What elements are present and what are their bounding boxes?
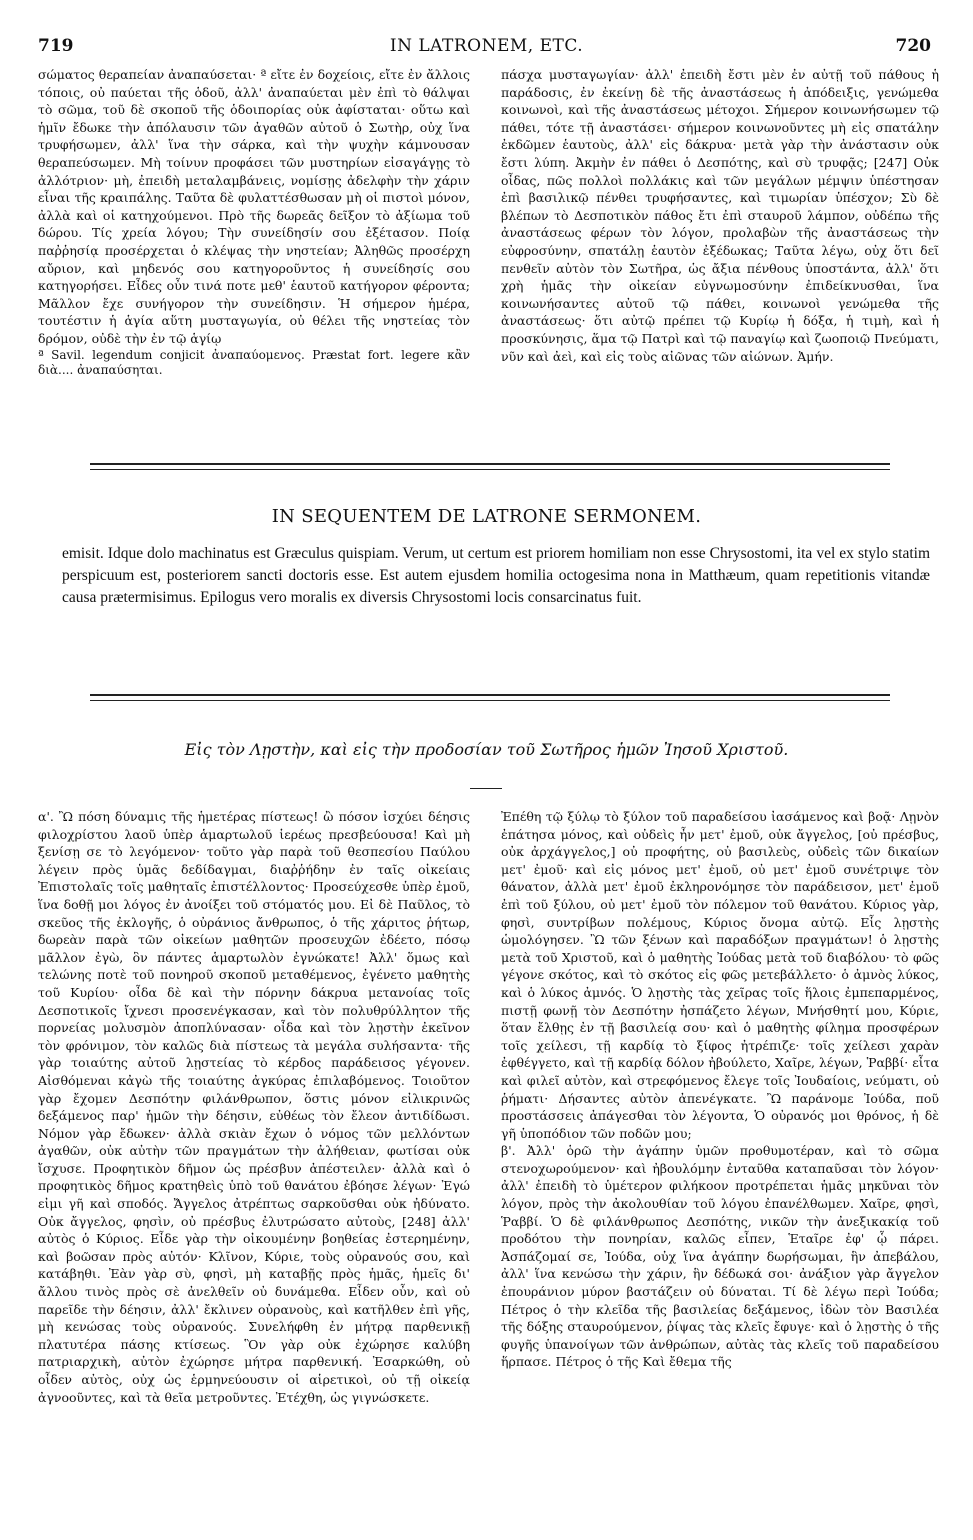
- top-left-column: [38, 66, 470, 420]
- section-divider-top: [90, 463, 890, 470]
- latin-note: emisit. Idque dolo machinatus est Græculus quispiam. Verum, ut certum est priorem homiliam non esse Chrysostomi, ita vel ex stylo statim perspicuum est, posteriorem sancti doctoris esse. Est autem ejusdem homilia octogesima nona in Matthæum, quam repetitionis vitandæ causa prætermisimus. Epilogus vero moralis ex diversis Chrysostomi locis consarcinatus fuit.: [62, 545, 930, 606]
- running-title: IN LATRONEM, ETC.: [389, 36, 584, 56]
- section-divider-bottom: [90, 694, 890, 701]
- top-left-footnote: ª Savil. legendum conjicit ἀναπαύομενος. Præstat fort. legere κἂν διὰ.... ἀναπαύσηται.: [38, 347, 470, 377]
- bottom-right-column: [501, 808, 939, 1524]
- bottom-left-text: α'. Ὢ πόση δύναμις τῆς ἡμετέρας πίστεως! ὢ πόσον ἰσχύει δέησις φιλοχρίστου λαοῦ ὑπὲρ ἁμαρτωλοῦ ἱερέως πρεσβεύουσα! Καὶ μὴ ξενίσῃ σε τὸ λεγόμενον· τοῦτο γὰρ παρὰ τοῦ θεσπεσίου Παύλου λέγειν πρὸς ὑμᾶς δεδίδαγμαι, διαῤῥήδην ἐν ταῖς οἰκείαις Ἐπιστολαῖς τοῖς μαθηταῖς ἐπιστέλλοντος· Προσεύχεσθε ὑπὲρ ἐμοῦ, ἵνα δοθῇ μοι λόγος ἐν ἀνοίξει τοῦ στόματός μου. Εἰ δὲ Παῦλος, τὸ σκεῦος τῆς ἐκλογῆς, ὁ οὐράνιος ἄνθρωπος, ὁ τῆς χάριτος ῥήτωρ, δωρεὰν παρὰ τῶν οἰκείων μαθητῶν προσευχῶν ἐδέετο, πόσῳ μᾶλλον ἐγὼ, ὃν πάντες ἁμαρτωλὸν ἐγνώκατε! Ἀλλ' ὅμως καὶ τελώνης ποτὲ τοῦ πονηροῦ σκοποῦ μεταθέμενος, ἐγένετο μαθητὴς τοῦ Κυρίου· οἶδα δὲ καὶ τὴν πόρνην δάκρυα μετανοίας τοῖς Δεσποτικοῖς ἴχνεσι προσενέγκασαν, καὶ τὸν πολυθρύλλητον τῆς πορνείας μολυσμὸν ἀποπλύνασαν· οἶδα καὶ τὸν λῃστὴν ἐκεῖνον τὸν φρόνιμον, τὸν καλῶς διὰ πίστεως τὰ μεγάλα συλήσαντα· τῆς γὰρ τοιαύτης αὐτοῦ λῃστείας τὸ κέρδος παράδεισος γέγονεν. Αἰσθόμεναι κἀγὼ τῆς τοιαύτης ἀγκύρας ἐπιλαβόμενος. Τοιοῦτον γὰρ ἔχομεν Δεσπότην φιλάνθρωπον, ὅστις μόνον εἰλικρινῶς δεξάμενος παρ' ἡμῶν τὴν δέησιν, εὐθέως τὸν ἔλεον ἀντιδίδωσι. Νόμον γὰρ ἔδωκεν· ἀλλὰ σκιὰν ἔχων ὁ νόμος τῶν μελλόντων ἀγαθῶν, οὐκ αὐτὴν τῶν πραγμάτων τὴν ἀλήθειαν, φωτίσαι οὐκ ἴσχυσε. Προφητικὸν δῆμον ὡς πρέσβυν ἀπέστειλεν· ἀλλὰ καὶ ὁ προφητικὸς δῆμος κρατηθεὶς ὑπὸ τοῦ θανάτου ἐβόησε λέγων· Ἐγώ εἰμι γῆ καὶ σποδός. Ἄγγελος ἀτρέπτως σαρκοῦσθαι οὐκ ἠδύνατο. Οὐκ ἄγγελος, φησὶν, οὐ πρέσβυς ἐλυτρώσατο αὐτοὺς, [248] ἀλλ' αὐτὸς ὁ Κύριος. Εἶδε γὰρ τὴν οἰκουμένην βοηθείας ἐστερημένην, καὶ βοῶσαν πρὸς αὐτόν· Κλῖνον, Κύριε, τοὺς οὐρανούς σου, καὶ κατάβηθι. Ἐὰν γὰρ σὺ, φησὶ, μὴ καταβῇς πρὸς ἡμᾶς, ἡμεῖς δι' ἄλλου τινὸς πρὸς σὲ ἀνελθεῖν οὐ δυνάμεθα. Εἶδεν οὖν, καὶ οὐ παρεῖδε τὴν δέησιν, ἀλλ' ἔκλινεν οὐρανοὺς, καὶ κατῆλθεν ἐπὶ γῆς, μὴ κενώσας τοὺς οὐρανούς. Συνελήφθη ἐν μήτρᾳ παρθενικῇ πλατυτέρα πάσης κτίσεως. Ὃν γὰρ οὐκ ἐχώρησε καλύβη πατριαρχικὴ, αὐτὸν ἐχώρησε μήτρα παρθενική. Ἐσαρκώθη, οὐ οἶδεν αὐτὸς, οὐχ ὡς ἑρμηνεύουσιν οἱ αἱρετικοὶ, οὐ τῇ οἰκείᾳ ἀγνοοῦντες, καὶ τὰ θεῖα μετροῦντες. Ἐτέχθη, ὡς γιγνώσκετε.: [38, 809, 470, 1405]
- bottom-right-text-2: β'. Ἀλλ' ὁρῶ τὴν ἀγάπην ὑμῶν προθυμοτέραν, καὶ τὸ σῶμα στενοχωρούμενον· καὶ ἠβουλόμην ἐνταῦθα καταπαῦσαι τὸν λόγον· ἀλλ' ἐπειδὴ τὸ ὑμέτερον φιλήκοον προτρέπεται ἡμᾶς μηκῦναι τὸν λόγον, πρὸς τὴν ἀκολουθίαν τοῦ λόγου ἐπανέλθωμεν. Χαῖρε, φησὶ, Ῥαββί. Ὁ δὲ φιλάνθρωπος Δεσπότης, νικῶν τὴν ἀνεξικακίᾳ τοῦ προδότου τὴν πονηρίαν, καλῶς εἶπεν, Ἑταῖρε ἐφ' ᾧ πάρει. Ἀσπάζομαί σε, Ἰούδα, οὐχ ἵνα ἀγάπην δωρήσωμαι, ἣν ἀπεβάλου, ἀλλ' ἵνα κενώσω τὴν χάριν, ἣν δέδωκά σοι· ἀνάξιον γὰρ ἄγγελον ἐπουράνιον μύρον βαστάζειν οὐ δύναται. Τί δὲ λέγω περὶ Ἰούδα; Πέτρος ὁ τὴν κλεῖδα τῆς βασιλείας δεξάμενος, ἰδὼν τὸν Βασιλέα τῆς δόξης σταυρούμενον, ῥίψας τὰς κλεῖς ἔφυγε· καὶ ὁ λῃστὴς ὁ τῆς φυγῆς ὑπανοίγων τῶν ἀνθρώπων, αὐτὰς τὰς κλεῖς τοῦ παραδείσου ἥρπασε. Πέτρος ὁ τῆς Καὶ ἔθεμα τῆς: [501, 1143, 939, 1370]
- top-right-text: πάσχα μυσταγωγίαν· ἀλλ' ἐπειδὴ ἔστι μὲν ἐν αὐτῇ τοῦ πάθους ἡ παράδοσις, ἐν ἐκείνῃ δὲ τῆς ἀναστάσεως ἡ ἀπόδειξις, γενώμεθα κοινωνοὶ, καὶ τῆς ἀναστάσεως μέτοχοι. Σήμερον κοινωνήσωμεν τῷ πάθει, τότε τῇ ἀναστάσει· σήμερον κοινωνοῦντες μὴ εἰς σπατάλην ἐκδῶμεν ἑαυτοὺς, ἀλλ' εἰς δάκρυα· μετὰ γὰρ τὴν ἀνάστασιν οὐκ ἔστι λύπη. Ἀκμὴν ἐν πάθει ὁ Δεσπότης, καὶ σὺ τρυφᾷς; [247] Οὐκ οἶδας, πῶς πολλοὶ πολλάκις καὶ τῶν μεγάλων μέμψιν ὑπέστησαν ἐπὶ βασιλικῷ πένθει τρυφήσαντες, καὶ τιμωρίαν ὑπέσχον; Σὺ δὲ βλέπων τὸ Δεσποτικὸν πάθος ἔτι ἐπὶ σταυροῦ λάμπον, οὐδέπω τῆς ἀναστάσεως φέρων τὸν λόγον, προλαβὼν τῆς ἀναστάσεως τὴν εὐφροσύνην, σπατάλῃ ἑαυτὸν ἐξέδωκας; Ταῦτα λέγω, οὐχ ὅτι δεῖ πενθεῖν αὐτὸν τὸν Σωτῆρα, ὡς ἄξια πένθους ὑποστάντα, ἀλλ' ὅτι χρὴ ἡμᾶς τὴν οἰκείαν εὐγνωμοσύνην ἐπιδείκνυσθαι, ἵνα κοινωνήσαντες αὐτοῦ τῷ πάθει, κοινωνοὶ γενώμεθα τῆς ἀναστάσεως· ὅτι αὐτῷ πρέπει τῷ Κυρίῳ ἡ δόξα, ἡ τιμὴ, καὶ ἡ προσκύνησις, ἅμα τῷ Πατρὶ καὶ τῷ παναγίῳ καὶ ζωοποιῷ Πνεύματι, νῦν καὶ ἀεὶ, καὶ εἰς τοὺς αἰῶνας τῶν αἰώνων. Ἀμήν.: [501, 67, 939, 364]
- bottom-right-text: Ἐπέθη τῷ ξύλῳ τὸ ξύλον τοῦ παραδείσου ἰασάμενος καὶ βοᾷ· Λῃνὸν ἐπάτησα μόνος, καὶ οὐδεὶς ἦν μετ' ἐμοῦ, οὐκ ἄγγελος, [οὐ πρέσβυς, οὐκ ἀρχάγγελος,] οὐ προφήτης, οὐ βασιλεὺς, οὐδεὶς τῶν δικαίων μετ' ἐμοῦ· καὶ εἰς μόνος μετ' ἐμοῦ, οὐ μετ' ἐμοῦ συνέτριψε τὸν θάνατον, ἀλλὰ μετ' ἐμοῦ ἐκληρονόμησε τὸν παράδεισον, μετ' ἐμοῦ ἐπὶ τοῦ ξύλου, οὐ μετ' ἐμοῦ τὸν πόλεμον τοῦ θανάτου. Κύριος γὰρ, φησὶ, συντρίβων πολέμους, Κύριος ὄνομα αὐτῷ. Εἷς λῃστὴς ὡμολόγησεν. Ὢ τῶν ξένων καὶ παραδόξων πραγμάτων! ὁ λῃστὴς μετὰ τοῦ Χριστοῦ, καὶ ὁ μαθητὴς Ἰούδας μετὰ τοῦ διαβόλου· τὸ φῶς γέγονε σκότος, καὶ τὸ σκότος εἰς φῶς μετεβάλλετο· ὁ ἀμνὸς λύκος, καὶ ὁ λύκος ἀμνός. Ὁ λῃστὴς τὰς χεῖρας τοῖς ἥλοις ἐμπεπαρμένος, πιστῇ φωνῇ τὸν Δεσπότην ἠσπάζετο λέγων, Μνήσθητί μου, Κύριε, ὅταν ἔλθῃς ἐν τῇ βασιλείᾳ σου· καὶ ὁ μαθητὴς φίλημα προσφέρων τοῖς χείλεσι, τῇ καρδίᾳ τὸ ξίφος ἠτρέπιζε· τοῖς χείλεσι χαρὰν ἐφθέγγετο, καὶ τῇ καρδίᾳ δόλον ἠβούλετο, Χαῖρε, λέγων, Ῥαββί· εἶτα καὶ φιλεῖ αὐτὸν, καὶ στρεφόμενος ἔλεγε τοῖς Ἰουδαίοις, νεύματι, οὐ ῥήματι· Δήσαντες αὐτὸν ἀπενέγκατε. Ὢ παράνομε Ἰούδα, ποῦ προστάσσεις ἀπάγεσθαι τὸν λέγοντα, Ὁ οὐρανός μοι θρόνος, ἡ δὲ γῆ ὑποπόδιον τῶν ποδῶν μου;: [501, 809, 939, 1141]
- section-title: IN SEQUENTEM DE LATRONE SERMONEM.: [271, 506, 702, 527]
- page-number-right: 720: [895, 36, 931, 56]
- top-left-text: σώματος θεραπείαν ἀναπαύσεται· ª εἴτε ἐν δοχείοις, εἴτε ἐν ἄλλοις τόποις, οὐ παύεται τῆς ὁδοῦ, ἀλλ' ἀναπαύεται μὲν ἐπὶ τὸ θάλψαι τὸ σῶμα, τοῦ δὲ σκοποῦ τῆς ὁδοιπορίας οὐκ ἀφίσταται· οὕτω καὶ ἡμῖν ἔδωκε τὴν ἀπόλαυσιν τῶν ἀγαθῶν αὐτοῦ ὁ Σωτὴρ, οὐχ ἵνα τρυφήσωμεν, ἀλλ' ἵνα τὴν σάρκα, καὶ τὴν ψυχὴν κάμνουσαν θεραπεύσωμεν. Μὴ τοίνυν προφάσει τῶν μυστηρίων εἰσαγάγῃς τὸ ἀλλότριον· μὴ, ἐπειδὴ μεταλαμβάνεις, νομίσῃς ἀδελφὴν τὴν χάριν εἶναι τῆς κραιπάλης. Ταῦτα δὲ φυλαττέσθωσαν μὴ οἱ πιστοὶ μόνον, ἀλλὰ καὶ οἱ κατηχούμενοι. Πρὸ τῆς δωρεᾶς δεῖξον τὸ ἀξίωμα τοῦ δώρου. Τίς χρεία λόγου; Τὴν συνείδησίν σου ἐξέτασον. Ποίᾳ παῤῥησίᾳ προσέρχεται ὁ κλέψας τὴν νηστείαν; Ἀληθῶς προσέρχη αὔριον, καὶ μηδενός σου κατηγοροῦντος ἡ συνείδησίς σου κατηγορήσει. Εἶδες οὖν τινά ποτε μεθ' ἑαυτοῦ κατήγορον φέροντα; Μᾶλλον ἔχε συνήγορον τὴν συνείδησιν. Ἡ σήμερον ἡμέρα, τουτέστιν ἡ ἁγία αὕτη μυσταγωγία, οὐ θέλει τῆς νηστείας τὸν δρόμον, οὐδὲ τὴν ἐν τῷ ἁγίῳ: [38, 67, 470, 346]
- homily-title: Εἰς τὸν Λῃστὴν, καὶ εἰς τὴν προδοσίαν τοῦ Σωτῆρος ἡμῶν Ἰησοῦ Χριστοῦ.: [184, 740, 789, 759]
- top-right-column: [501, 66, 939, 420]
- page-number-left: 719: [38, 36, 74, 56]
- title-dash: [470, 788, 502, 789]
- bottom-left-column: [38, 808, 470, 1524]
